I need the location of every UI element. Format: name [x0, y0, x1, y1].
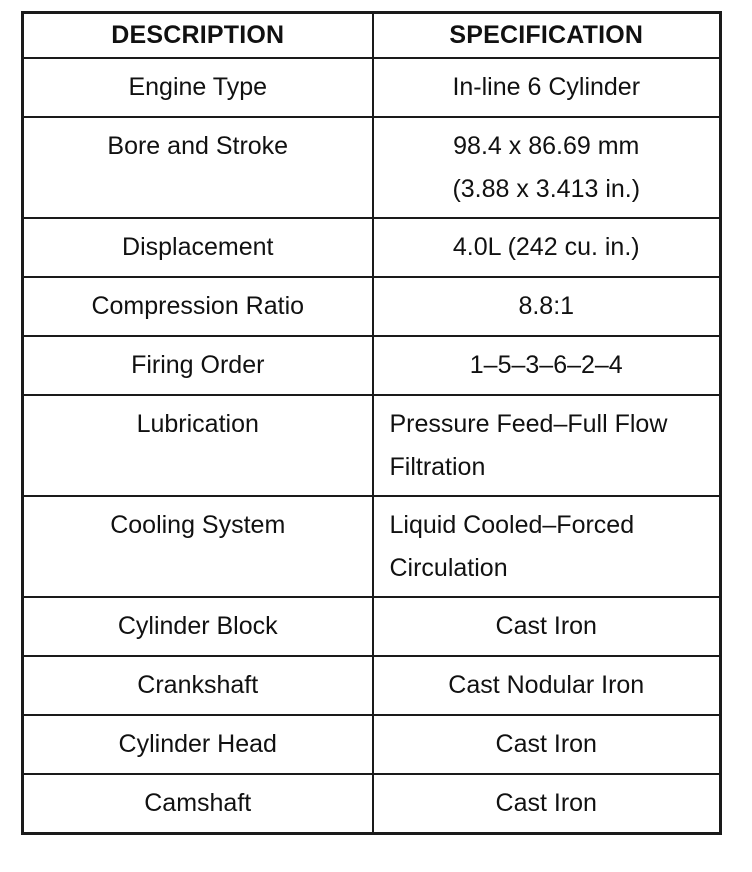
row-description: Cylinder Block	[23, 597, 373, 656]
table-row	[23, 117, 721, 218]
row-description: Lubrication	[23, 395, 373, 496]
spec-line: 98.4 x 86.69 mm	[453, 132, 640, 160]
row-specification	[373, 336, 721, 395]
row-description: Engine Type	[23, 58, 373, 117]
table-row	[23, 336, 721, 395]
table-row	[23, 496, 721, 597]
table-row	[23, 715, 721, 774]
row-specification	[373, 277, 721, 336]
spec-line: Filtration	[389, 453, 486, 481]
engine-spec-table	[21, 11, 722, 835]
row-description: Firing Order	[23, 336, 373, 395]
spec-line: Liquid Cooled–Forced	[389, 511, 635, 539]
row-specification	[373, 117, 721, 218]
row-description: Compression Ratio	[23, 277, 373, 336]
spec-line: In-line 6 Cylinder	[452, 73, 641, 101]
table-row	[23, 656, 721, 715]
row-description: Crankshaft	[23, 656, 373, 715]
spec-line: Circulation	[389, 554, 508, 582]
spec-line: 4.0L (242 cu. in.)	[452, 233, 640, 261]
spec-line: Cast Nodular Iron	[448, 671, 645, 699]
header-specification: SPECIFICATION	[373, 13, 721, 59]
row-specification	[373, 597, 721, 656]
table-row	[23, 277, 721, 336]
row-description: Bore and Stroke	[23, 117, 373, 218]
table-row	[23, 395, 721, 496]
row-specification	[373, 58, 721, 117]
header-description: DESCRIPTION	[23, 13, 373, 59]
spec-line: 8.8:1	[518, 292, 575, 320]
spec-line: Cast Iron	[495, 612, 597, 640]
row-specification	[373, 656, 721, 715]
row-description: Cooling System	[23, 496, 373, 597]
row-description: Camshaft	[23, 774, 373, 834]
row-specification	[373, 496, 721, 597]
spec-line: (3.88 x 3.413 in.)	[452, 175, 641, 203]
row-description: Displacement	[23, 218, 373, 277]
row-description: Cylinder Head	[23, 715, 373, 774]
row-specification	[373, 218, 721, 277]
row-specification	[373, 395, 721, 496]
table-row	[23, 597, 721, 656]
spec-line: 1–5–3–6–2–4	[469, 351, 623, 379]
row-specification	[373, 715, 721, 774]
table-row	[23, 218, 721, 277]
spec-line: Cast Iron	[495, 789, 597, 817]
table-row	[23, 774, 721, 834]
table-row	[23, 58, 721, 117]
spec-line: Cast Iron	[495, 730, 597, 758]
spec-line: Pressure Feed–Full Flow	[389, 410, 668, 438]
header-row	[23, 13, 721, 59]
row-specification	[373, 774, 721, 834]
